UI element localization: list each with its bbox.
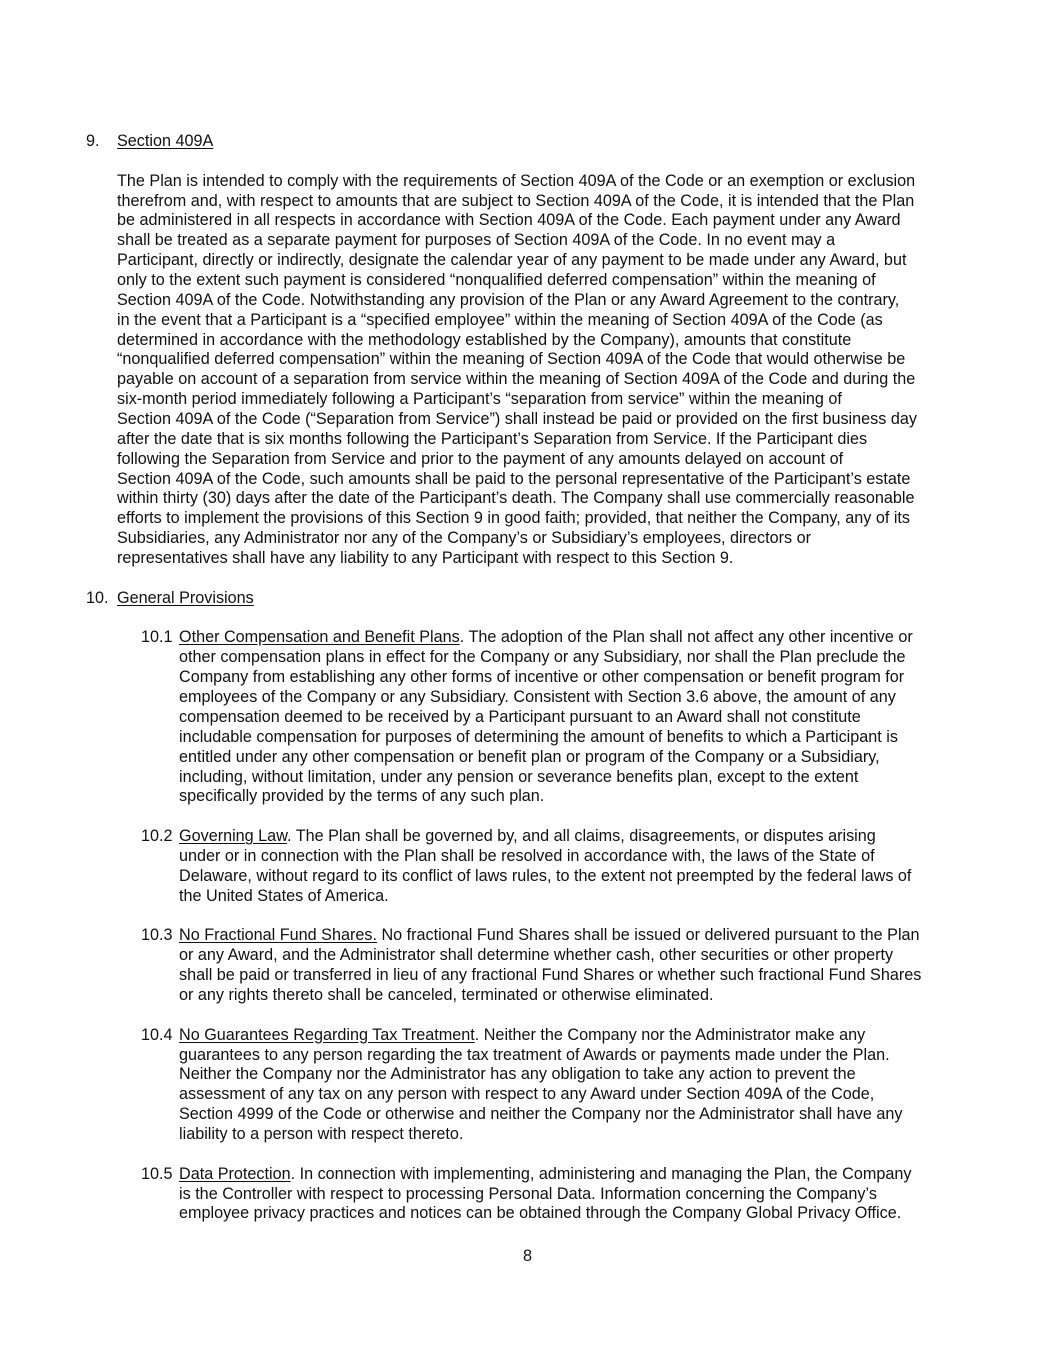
subsection-text [179, 926, 920, 946]
text-line [0, 489, 1055, 509]
text-line [0, 688, 1055, 708]
line-text: following the Separation from Service and prior to the payment of any amounts delayed on account of [117, 449, 844, 468]
text-line [0, 450, 1055, 470]
line-text: is the Controller with respect to processing Personal Data. Information concerning the Company’s [179, 1184, 877, 1203]
subsection-number: 10.5 [141, 1164, 173, 1183]
subsection-first-line [0, 827, 1055, 847]
subsection-text [179, 1026, 865, 1046]
text-line [0, 887, 1055, 907]
line-text: . The adoption of the Plan shall not affect any other incentive or [459, 628, 913, 647]
section-10-heading [0, 589, 1055, 609]
subsection-title: Governing Law [179, 827, 287, 846]
line-text: No fractional Fund Shares shall be issued or delivered pursuant to the Plan [376, 926, 920, 945]
text-line [0, 986, 1055, 1006]
section-number: 9. [86, 132, 100, 150]
subsection-title: Data Protection [179, 1164, 291, 1183]
text-line [0, 1204, 1055, 1224]
subsection-first-line [0, 628, 1055, 648]
line-text: Neither the Company nor the Administrator has any obligation to take any action to prevent the [179, 1065, 856, 1084]
line-text: specifically provided by the terms of any such plan. [179, 787, 545, 806]
text-line [0, 1085, 1055, 1105]
subsection-number: 10.4 [141, 1025, 173, 1044]
line-text: Subsidiaries, any Administrator nor any of the Company’s or Subsidiary’s employees, directors or [117, 529, 811, 548]
line-text: includable compensation for purposes of determining the amount of benefits to which a Participant is [179, 727, 898, 746]
line-text: including, without limitation, under any pension or severance benefits plan, except to the extent [179, 767, 859, 786]
text-line [0, 1046, 1055, 1066]
text-line [0, 946, 1055, 966]
section-10-subsections [0, 609, 1055, 1225]
text-line [0, 1105, 1055, 1125]
page-number: 8 [522, 1247, 532, 1265]
line-text: “nonqualified deferred compensation” within the meaning of Section 409A of the Code that would otherwise be [117, 350, 906, 369]
line-text: . Neither the Company nor the Administrator make any [474, 1025, 866, 1044]
subsection-title: No Guarantees Regarding Tax Treatment [179, 1025, 475, 1044]
text-line [0, 1065, 1055, 1085]
subsection-number: 10.2 [141, 827, 173, 846]
section-9-paragraph [0, 172, 1055, 569]
text-line [0, 768, 1055, 788]
text-line [0, 390, 1055, 410]
section-title: Section 409A [117, 132, 214, 150]
text-line [0, 728, 1055, 748]
section-9-heading [0, 132, 1055, 152]
subsection-number: 10.1 [141, 628, 173, 647]
line-text: Company from establishing any other forms of incentive or other compensation or benefit program for [179, 668, 905, 687]
subsection-text [179, 1165, 911, 1185]
line-text: Section 409A of the Code (“Separation from Service”) shall instead be paid or provided on the first business day [117, 410, 917, 429]
line-text: determined in accordance with the methodology established by the Company), amounts that constitute [117, 330, 852, 349]
text-line [0, 787, 1055, 807]
text-line [0, 748, 1055, 768]
line-text: the United States of America. [179, 886, 389, 905]
text-line [0, 470, 1055, 490]
text-line [0, 509, 1055, 529]
line-text: under or in connection with the Plan shall be resolved in accordance with, the laws of the State of [179, 846, 875, 865]
subsection-title: No Fractional Fund Shares. [179, 926, 377, 945]
line-text: Section 409A of the Code, such amounts shall be paid to the personal representative of the Participant’s estate [117, 469, 911, 488]
text-line [0, 211, 1055, 231]
line-text: . In connection with implementing, administering and managing the Plan, the Company [290, 1164, 912, 1183]
text-line [0, 1185, 1055, 1205]
text-line [0, 271, 1055, 291]
subsection-first-line [0, 1026, 1055, 1046]
subsection-title: Other Compensation and Benefit Plans [179, 628, 460, 647]
subsection-first-line [0, 1165, 1055, 1185]
subsection-number: 10.3 [141, 926, 173, 945]
line-text: shall be treated as a separate payment for purposes of Section 409A of the Code. In no event may a [117, 231, 836, 250]
subsection-first-line [0, 926, 1055, 946]
text-line [0, 251, 1055, 271]
line-text: . The Plan shall be governed by, and all claims, disagreements, or disputes arising [287, 827, 876, 846]
text-line [0, 231, 1055, 251]
text-line [0, 529, 1055, 549]
text-line [0, 847, 1055, 867]
text-line [0, 172, 1055, 192]
text-line [0, 430, 1055, 450]
line-text: within thirty (30) days after the date of the Participant’s death. The Company shall use commercially reasonable [117, 489, 915, 508]
line-text: entitled under any other compensation or benefit plan or program of the Company or a Subsidiary, [179, 747, 880, 766]
line-text: or any Award, and the Administrator shall determine whether cash, other securities or other property [179, 946, 894, 965]
line-text: in the event that a Participant is a “specified employee” within the meaning of Section 409A of the Code (as [117, 310, 883, 329]
text-line [0, 668, 1055, 688]
text-line [0, 311, 1055, 331]
text-line [0, 331, 1055, 351]
text-line [0, 966, 1055, 986]
line-text: after the date that is six months following the Participant’s Separation from Service. If the Participant dies [117, 429, 868, 448]
line-text: only to the extent such payment is considered “nonqualified deferred compensation” within the meaning of [117, 271, 876, 290]
line-text: other compensation plans in effect for the Company or any Subsidiary, nor shall the Plan preclude the [179, 648, 906, 667]
line-text: Section 4999 of the Code or otherwise and neither the Company nor the Administrator shall have any [179, 1105, 903, 1124]
text-line [0, 708, 1055, 728]
document-body [0, 132, 1055, 1224]
section-number: 10. [86, 588, 109, 607]
line-text: employee privacy practices and notices can be obtained through the Company Global Privacy Office. [179, 1204, 902, 1223]
line-text: therefrom and, with respect to amounts that are subject to Section 409A of the Code, it is intended that the Plan [117, 191, 915, 210]
line-text: assessment of any tax on any person with respect to any Award under Section 409A of the Code, [179, 1085, 875, 1104]
text-line [0, 549, 1055, 569]
line-text: or any rights thereto shall be canceled, terminated or otherwise eliminated. [179, 985, 714, 1004]
line-text: Delaware, without regard to its conflict of laws rules, to the extent not preempted by the federal laws of [179, 866, 912, 885]
line-text: liability to a person with respect thereto. [179, 1124, 464, 1143]
line-text: be administered in all respects in accordance with Section 409A of the Code. Each payment under any Award [117, 211, 901, 230]
line-text: employees of the Company or any Subsidiary. Consistent with Section 3.6 above, the amount of any [179, 688, 896, 707]
line-text: The Plan is intended to comply with the requirements of Section 409A of the Code or an exemption or exclusion [117, 171, 916, 190]
line-text: Participant, directly or indirectly, designate the calendar year of any payment to be made under any Award, but [117, 251, 907, 270]
line-text: Section 409A of the Code. Notwithstanding any provision of the Plan or any Award Agreement to the contrary, [117, 290, 900, 309]
line-text: guarantees to any person regarding the tax treatment of Awards or payments made under the Plan. [179, 1045, 890, 1064]
text-line [0, 192, 1055, 212]
text-line [0, 370, 1055, 390]
text-line [0, 1125, 1055, 1145]
subsection-text [179, 628, 913, 648]
line-text: payable on account of a separation from service within the meaning of Section 409A of the Code and during the [117, 370, 916, 389]
line-text: shall be paid or transferred in lieu of any fractional Fund Shares or whether such fractional Fund Shares [179, 966, 922, 985]
text-line [0, 350, 1055, 370]
text-line [0, 648, 1055, 668]
line-text: efforts to implement the provisions of this Section 9 in good faith; provided, that neither the Company, any of its [117, 509, 911, 528]
line-text: compensation deemed to be received by a Participant pursuant to an Award shall not constitute [179, 707, 861, 726]
text-line [0, 291, 1055, 311]
text-line [0, 410, 1055, 430]
section-title: General Provisions [117, 588, 254, 607]
text-line [0, 867, 1055, 887]
line-text: representatives shall have any liability to any Participant with respect to this Section 9. [117, 549, 734, 568]
line-text: six-month period immediately following a Participant’s “separation from service” within the meaning of [117, 390, 842, 409]
subsection-text [179, 827, 876, 847]
